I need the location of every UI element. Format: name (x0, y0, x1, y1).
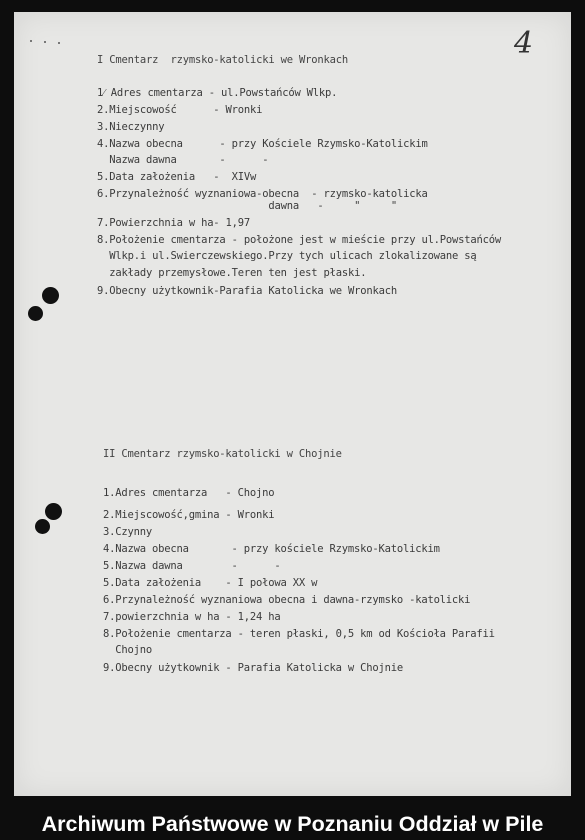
section2-line: 1.Adres cmentarza - Chojno (103, 487, 275, 499)
archive-footer: Archiwum Państwowe w Poznaniu Oddział w Pile (41, 811, 544, 836)
section1-line: 6.Przynależność wyznaniowa-obecna - rzymsko-katolicka (97, 188, 428, 200)
section2-line: 8.Położenie cmentarza - teren płaski, 0,5 km od Kościoła Parafii (103, 628, 495, 640)
punch-hole (42, 287, 59, 304)
punch-hole (35, 519, 50, 534)
section1-line: Nazwa dawna - - (97, 154, 269, 166)
paper-speck (58, 42, 60, 44)
section1-line: Wlkp.i ul.Swierczewskiego.Przy tych ulicach zlokalizowane są (97, 250, 477, 262)
document-page (14, 12, 571, 796)
section1-heading: I Cmentarz rzymsko-katolicki we Wronkach (97, 54, 348, 66)
section1-line: 8.Położenie cmentarza - położone jest w mieście przy ul.Powstańców (97, 234, 502, 246)
paper-speck (44, 41, 46, 43)
section2-line: 2.Miejscowość,gmina - Wronki (103, 509, 275, 521)
section1-line: 5.Data założenia - XIVw (97, 171, 257, 183)
handwritten-page-number: 4 (514, 26, 534, 61)
section2-heading: II Cmentarz rzymsko-katolicki w Chojnie (103, 448, 342, 460)
section1-line: 2.Miejscowość - Wronki (97, 104, 263, 116)
paper-speck (30, 40, 32, 42)
section2-line: 4.Nazwa obecna - przy kościele Rzymsko-Katolickim (103, 543, 440, 555)
punch-hole (28, 306, 43, 321)
section2-line: Chojno (103, 644, 152, 656)
section2-line: 9.Obecny użytkownik - Parafia Katolicka w Chojnie (103, 662, 403, 674)
section2-line: 3.Czynny (103, 526, 152, 538)
section1-line: 3.Nieczynny (97, 121, 165, 133)
section1-line: 4.Nazwa obecna - przy Kościele Rzymsko-Katolickim (97, 138, 428, 150)
section2-line: 6.Przynależność wyznaniowa obecna i dawna-rzymsko -katolicki (103, 594, 471, 606)
section1-line: 1⁄ Adres cmentarza - ul.Powstańców Wlkp. (97, 87, 338, 99)
section1-line: dawna - " " (97, 200, 397, 212)
section2-line: 7.powierzchnia w ha - 1,24 ha (103, 611, 281, 623)
section2-line: 5.Nazwa dawna - - (103, 560, 281, 572)
section1-line: 7.Powierzchnia w ha- 1,97 (97, 217, 251, 229)
section2-line: 5.Data założenia - I połowa XX w (103, 577, 318, 589)
punch-hole (45, 503, 62, 520)
section1-line: zakłady przemysłowe.Teren ten jest płaski. (97, 267, 367, 279)
section1-line: 9.Obecny użytkownik-Parafia Katolicka we Wronkach (97, 285, 397, 297)
